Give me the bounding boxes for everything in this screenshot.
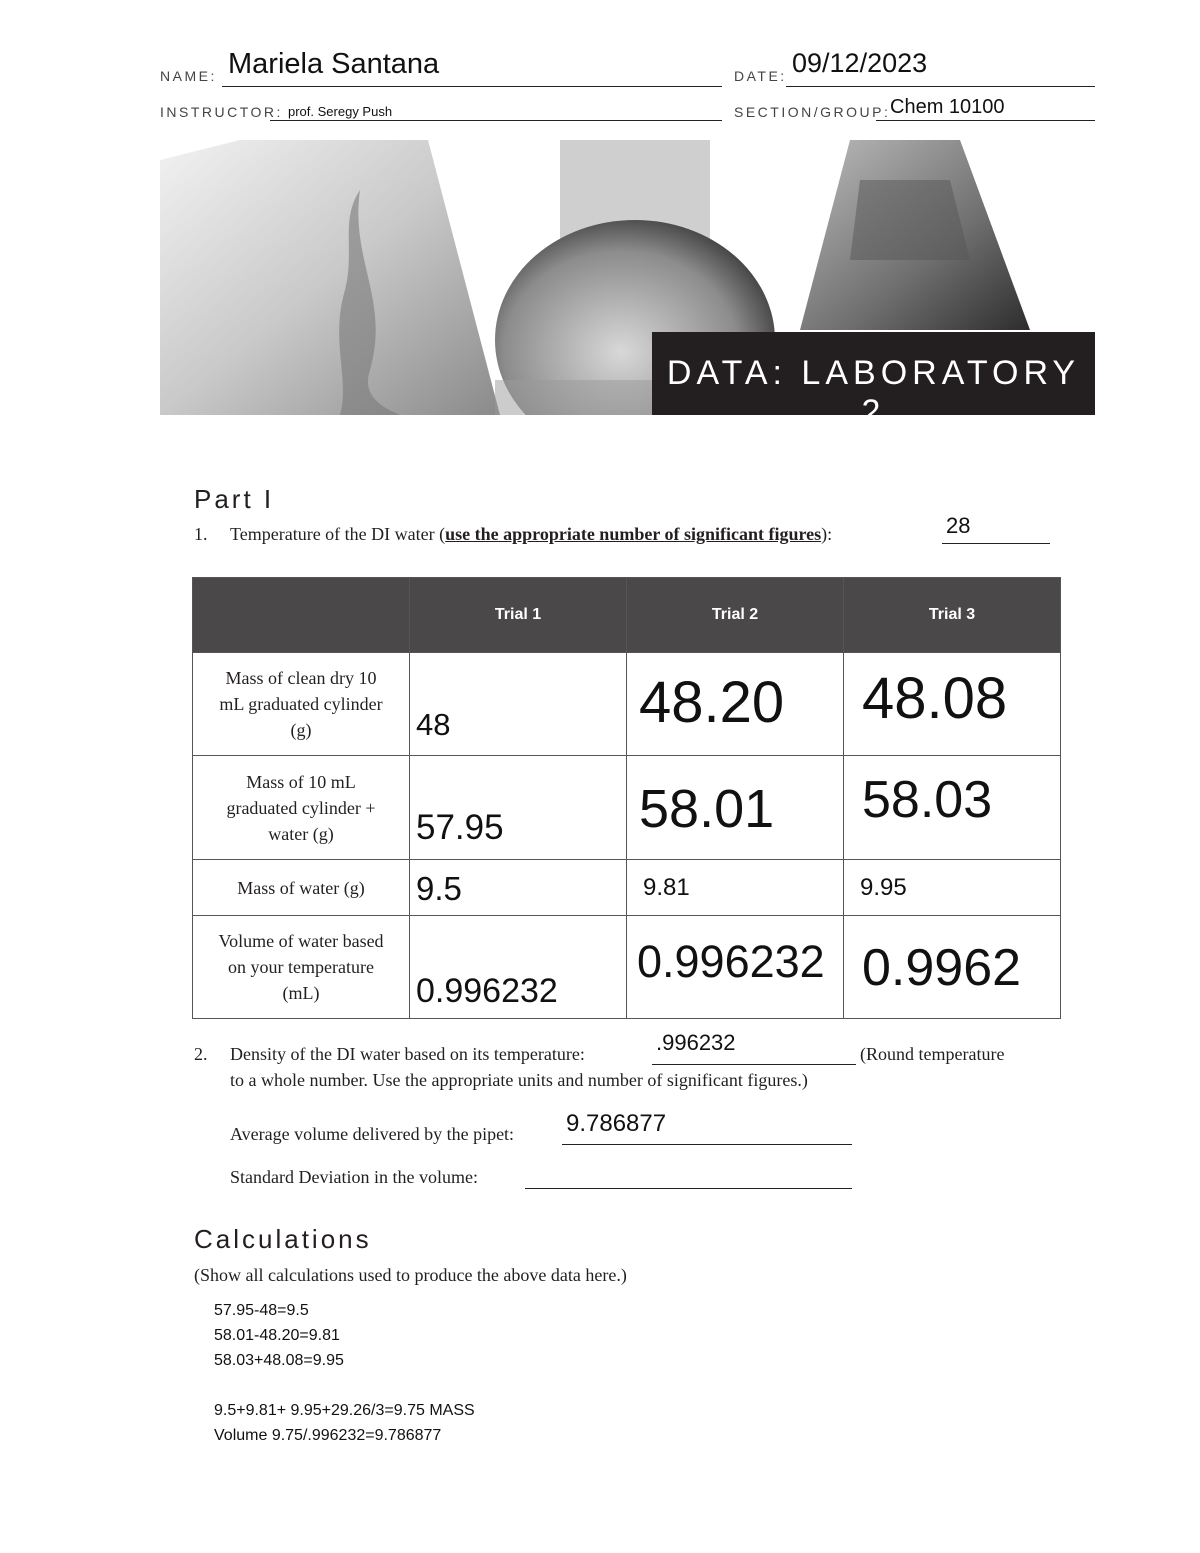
table-row [193,860,1061,916]
row-label-text: Mass of clean dry 10 mL graduated cylinder (g) [219,668,383,740]
table-cell[interactable] [410,860,627,916]
table-header-row [193,578,1061,653]
table-header-trial-1: Trial 1 [410,578,627,653]
q1-number: 1. [194,524,208,544]
calc-line: 9.5+9.81+ 9.95+29.26/3=9.75 MASS [214,1402,475,1419]
date-field[interactable] [786,48,1095,87]
cell-value: 9.5 [416,870,462,907]
table-cell[interactable] [410,653,627,756]
row-label [193,653,410,756]
table-cell[interactable] [410,916,627,1019]
table-header-trial-3: Trial 3 [844,578,1061,653]
cell-value: 48 [416,707,451,742]
calculations-work[interactable] [214,1298,475,1448]
section-value: Chem 10100 [890,96,1005,118]
table-header-empty [193,578,410,653]
instructor-field[interactable] [270,100,722,121]
row-label-text: Mass of water (g) [237,877,365,898]
table-cell[interactable] [627,916,844,1019]
avg-volume-label: Average volume delivered by the pipet: [230,1124,515,1144]
q2-text: Density of the DI water based on its temperature: [230,1044,585,1064]
cell-value: 57.95 [416,808,504,847]
cell-value: 9.95 [860,874,907,901]
q1-text [230,524,832,545]
calc-line: Volume 9.75/.996232=9.786877 [214,1427,442,1444]
row-label-text: Mass of 10 mL graduated cylinder + water (g) [226,771,376,844]
calculations-instruction: (Show all calculations used to produce the above data here.) [194,1265,627,1285]
table-header-trial-2: Trial 2 [627,578,844,653]
q2-note-line1: (Round temperature [860,1044,1005,1064]
table-cell[interactable] [844,653,1061,756]
table-cell[interactable] [844,916,1061,1019]
section-label: SECTION/GROUP: [734,104,891,120]
std-dev-label: Standard Deviation in the volume: [230,1167,478,1187]
q2-note-line2: to a whole number. Use the appropriate units and number of significant figures.) [230,1070,808,1090]
q1-text-before: Temperature of the DI water ( [230,524,446,544]
table-row [193,653,1061,756]
table-row [193,916,1061,1019]
cell-value: 58.01 [639,779,775,839]
avg-volume-field[interactable] [562,1110,852,1145]
name-label: NAME: [160,68,217,84]
cell-value: 48.20 [639,670,785,735]
q1-text-after: ): [821,524,833,544]
row-label [193,916,410,1019]
calc-line: 57.95-48=9.5 [214,1302,309,1319]
date-label: DATE: [734,68,787,84]
part1-heading: Part I [194,484,275,514]
table-cell[interactable] [844,860,1061,916]
banner-title-box [652,332,1095,431]
cell-value: 0.9962 [862,939,1022,997]
row-label [193,756,410,860]
cell-value: 0.996232 [637,936,825,987]
q2-answer: .996232 [656,1030,736,1055]
calc-line [214,1373,475,1398]
row-label [193,860,410,916]
date-value: 09/12/2023 [792,48,928,78]
q1-answer: 28 [946,513,971,538]
name-value: Mariela Santana [228,48,440,80]
cell-value: 48.08 [862,666,1008,731]
instructor-value: prof. Seregy Push [288,104,393,119]
q1-text-emph: use the appropriate number of significant figures [445,524,822,544]
q1-answer-field[interactable] [942,513,1050,544]
name-field[interactable] [222,48,722,87]
cell-value: 0.996232 [416,972,558,1010]
banner-title: DATA: LABORATORY 2 [666,354,1081,431]
calculations-heading: Calculations [194,1224,372,1254]
q2-number: 2. [194,1044,208,1064]
table-row [193,756,1061,860]
cell-value: 58.03 [862,771,993,829]
std-dev-field[interactable] [525,1166,852,1189]
cell-value: 9.81 [643,874,690,901]
q2-answer-field[interactable] [652,1030,856,1065]
row-label-text: Volume of water based on your temperature (mL) [218,931,384,1003]
section-field[interactable] [876,94,1095,121]
table-cell[interactable] [627,653,844,756]
avg-volume-value: 9.786877 [566,1110,667,1137]
table-cell[interactable] [627,756,844,860]
instructor-label: INSTRUCTOR: [160,104,283,120]
calc-line: 58.03+48.08=9.95 [214,1352,344,1369]
table-cell[interactable] [627,860,844,916]
calc-line: 58.01-48.20=9.81 [214,1327,340,1344]
data-table [192,577,1061,1019]
table-cell[interactable] [844,756,1061,860]
table-cell[interactable] [410,756,627,860]
